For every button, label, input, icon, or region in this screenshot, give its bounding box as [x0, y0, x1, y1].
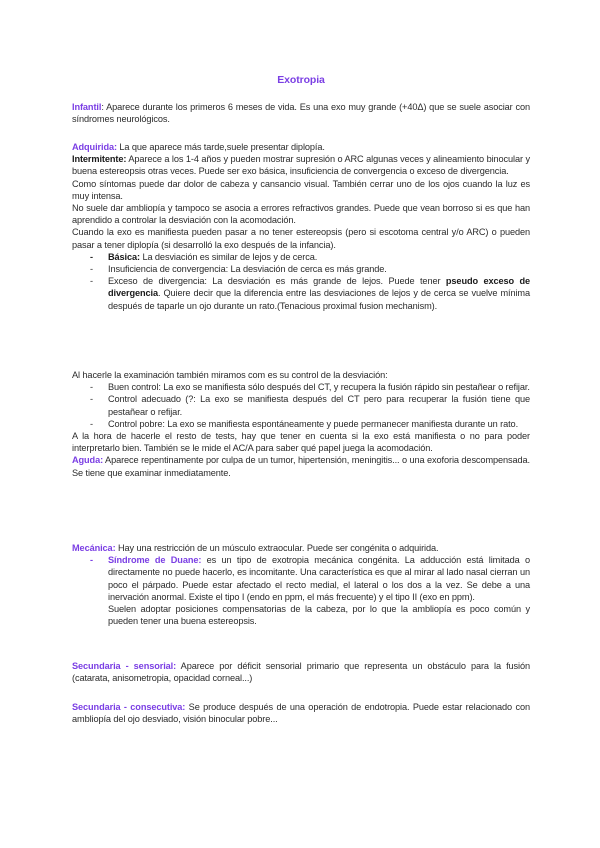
list-item-basica [72, 251, 530, 263]
duane-paragraph-2: Suelen adoptar posiciones compensatorias de la cabeza, por lo que la ambliopía es poco común y pueden tener una buena estereopsis. [108, 604, 530, 627]
ambliopia-paragraph: No suele dar ambliopía y tampoco se asocia a errores refractivos grandes. Puede que vean borroso si es que han aprendido a controlar la desviación con la acomodación. [72, 203, 530, 226]
list-item-exceso [72, 275, 530, 312]
consecutiva-paragraph [72, 701, 530, 725]
section-sensorial [72, 660, 530, 684]
list-marker: - [90, 276, 93, 287]
list-item-control-adecuado [72, 393, 530, 417]
adquirida-text: La que aparece más tarde,suele presentar diplopía. [116, 142, 325, 152]
adquirida-label: Adquirida: [72, 142, 117, 152]
list-marker: - [90, 382, 93, 393]
mecanica-paragraph [72, 542, 530, 554]
examen-intro: Al hacerle la examinación también miramos com es su control de la desviación: [72, 370, 388, 380]
sensorial-label: Secundaria - sensorial: [72, 661, 177, 671]
sensorial-paragraph [72, 660, 530, 684]
list-marker: - [90, 394, 93, 405]
list-marker: - [90, 264, 93, 275]
intermitente-paragraph [72, 153, 530, 177]
aguda-label: Aguda: [72, 455, 104, 466]
basica-text: La desviación es similar de lejos y de cerca. [140, 251, 318, 262]
section-infantil [72, 101, 530, 125]
mecanica-label: Mecánica: [72, 543, 116, 553]
list-item-insuficiencia [72, 263, 530, 275]
manifiesta-paragraph: Cuando la exo es manifiesta pueden pasar a no tener estereopsis (pero si escotoma central y/o ARC) o pueden pasar a tener diplopía (si desarrolló la exo después de la infancia). [72, 227, 530, 250]
pseudo-exceso-label: pseudo exceso de divergencia [108, 276, 530, 299]
tests-paragraph: A la hora de hacerle el resto de tests, hay que tener en cuenta si la exo está manifiesta o no para poder interpretarlo bien. También se le mide el AC/A para saber qué papel juega la acomodación. [72, 431, 530, 454]
sintomas-paragraph: Como síntomas puede dar dolor de cabeza y cansancio visual. También cerrar uno de los ojos cuando la luz es muy intensa. [72, 178, 530, 201]
list-item-buen-control [72, 381, 530, 393]
section-examen [72, 369, 530, 479]
consecutiva-text: Se produce después de una operación de endotropia. Puede estar relacionado con ambliopía del ojo desviado, visión binocular pobre... [72, 702, 530, 725]
list-marker: - [90, 418, 93, 429]
section-mecanica [72, 542, 530, 627]
page-title: Exotropia [277, 74, 325, 86]
section-consecutiva [72, 701, 530, 725]
infantil-text: : Aparece durante los primeros 6 meses de vida. Es una exo muy grande (+40Δ) que se suele asociar con síndromes neurológicos. [72, 102, 530, 125]
list-marker: - [90, 251, 93, 262]
sensorial-text: Aparece por déficit sensorial primario que representa un obstáculo para la fusión (catarata, anisometropia, opacidad corneal...) [72, 661, 530, 684]
aguda-text: Aparece repentinamente por culpa de un tumor, hipertensión, meningitis... o una exoforia descompensada. Se tiene que examinar inmediatamente. [72, 455, 530, 478]
consecutiva-label: Secundaria - consecutiva: [72, 702, 186, 712]
mecanica-text: Hay una restricción de un músculo extraocular. Puede ser congénita o adquirida. [115, 543, 439, 553]
section-adquirida [72, 141, 530, 312]
control-adecuado-text: Control adecuado (?: La exo se manifiesta después del CT pero para recuperar la fusión tiene que pestañear o refijar. [108, 394, 530, 417]
buen-control-text: Buen control: La exo se manifiesta sólo después del CT, y recupera la fusión rápido sin pestañear o refijar. [108, 382, 530, 393]
list-item-control-pobre [72, 418, 530, 430]
duane-label: Síndrome de Duane: [108, 555, 202, 566]
basica-label: Básica: [108, 251, 140, 262]
infantil-paragraph [72, 101, 530, 125]
infantil-label: Infantil [72, 102, 102, 112]
intermitente-text: Aparece a los 1-4 años y pueden mostrar supresión o ARC algunas veces y alineamiento binocular y buena estereopsis otras veces. Puede ser exo básica, insuficiencia de convergencia o exceso de divergencia. [72, 154, 530, 177]
aguda-paragraph [72, 454, 530, 478]
adquirida-paragraph [72, 141, 530, 153]
insuficiencia-text: Insuficiencia de convergencia: La desviación de cerca es más grande. [108, 264, 387, 275]
control-pobre-text: Control pobre: La exo se manifiesta espontáneamente y puede permanecer manifiesta durante un rato. [108, 418, 519, 429]
list-marker: - [90, 555, 93, 566]
intermitente-label: Intermitente: [72, 154, 127, 165]
exceso-text-2: . Quiere decir que la diferencia entre las desviaciones de lejos y de cerca se vuelve mínima después de taparle un ojo durante un rato.(Tenacious proximal fusion mechanism). [108, 288, 530, 311]
exceso-text: Exceso de divergencia: La desviación es más grande de lejos. Puede tener [108, 276, 446, 287]
duane-text: es un tipo de exotropia mecánica congénita. La adducción está limitada o directamente no puede hacerlo, es incomitante. Una característica es que al mirar al lado nasal cierran un poco el párpado. Puede estar afectado el recto medial, el lateral o los dos a la vez. Se debe a una inervación anormal. Existe el tipo I (endo en ppm, el más frecuente) y el tipo II (exo en ppm). [108, 555, 530, 602]
list-item-duane [72, 554, 530, 603]
